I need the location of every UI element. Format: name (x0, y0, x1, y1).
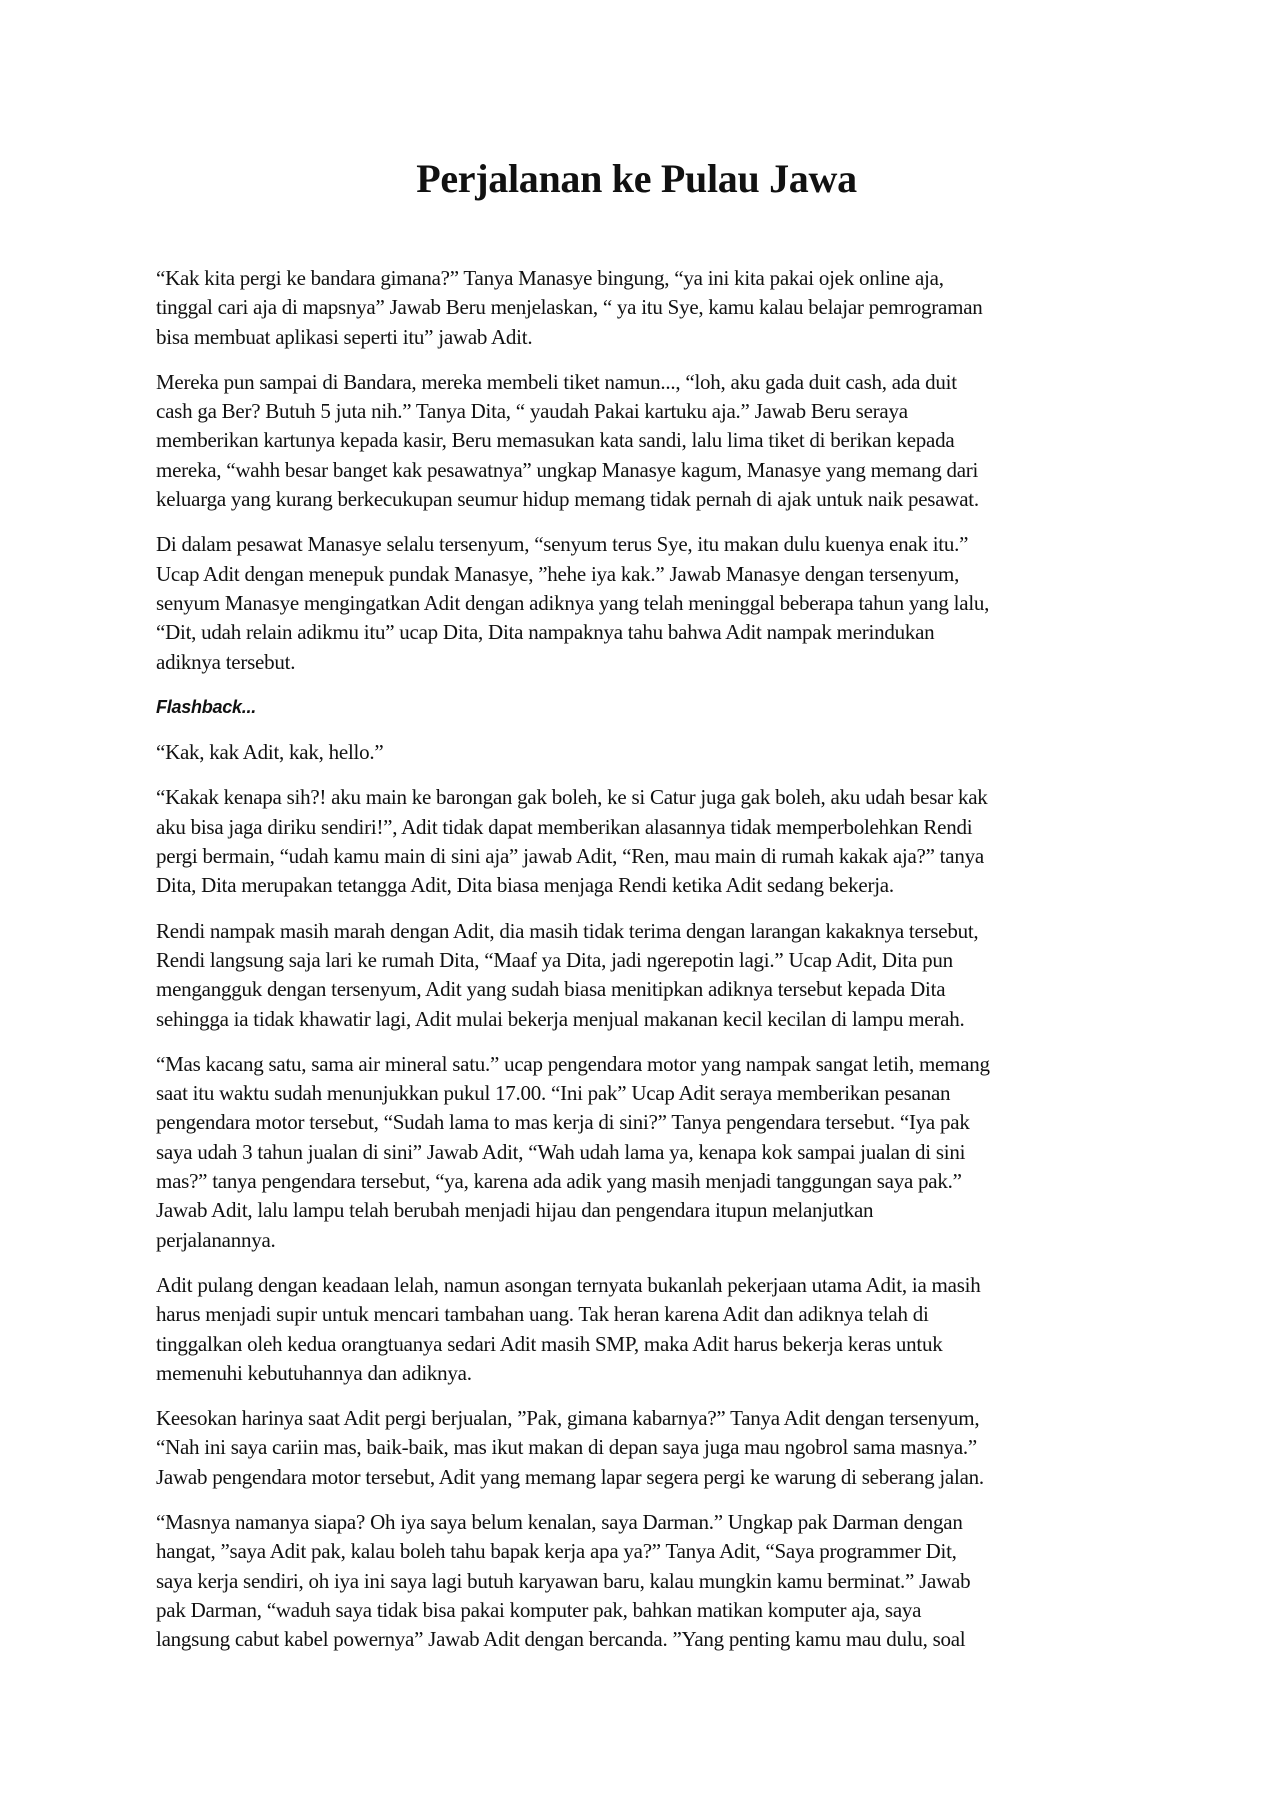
paragraph (156, 783, 1126, 900)
text-line: mereka, “wahh besar banget kak pesawatnya” ungkap Manasye kagum, Manasye yang memang dari (156, 457, 979, 482)
text-line: hangat, ”saya Adit pak, kalau boleh tahu bapak kerja apa ya?” Tanya Adit, “Saya programmer Dit, (156, 1539, 957, 1564)
text-line: pengendara motor tersebut, “Sudah lama to mas kerja di sini?” Tanya pengendara tersebut. “Iya pak (156, 1110, 970, 1135)
text-line: pergi bermain, “udah kamu main di sini aja” jawab Adit, “Ren, mau main di rumah kakak aja?” tanya (156, 844, 984, 869)
text-line: memenuhi kebutuhannya dan adiknya. (156, 1360, 472, 1385)
text-line: sehingga ia tidak khawatir lagi, Adit mulai bekerja menjual makanan kecil kecilan di lampu merah. (156, 1006, 965, 1031)
text-line: “Kak, kak Adit, kak, hello.” (156, 740, 384, 765)
text-line: Mereka pun sampai di Bandara, mereka membeli tiket namun..., “loh, aku gada duit cash, ada duit (156, 369, 957, 394)
text-line: Jawab Adit, lalu lampu telah berubah menjadi hijau dan pengendara itupun melanjutkan (156, 1198, 874, 1223)
text-line: “Kak kita pergi ke bandara gimana?” Tanya Manasye bingung, “ya ini kita pakai ojek online aja, (156, 266, 944, 290)
text-line: cash ga Ber? Butuh 5 juta nih.” Tanya Dita, “ yaudah Pakai kartuku aja.” Jawab Beru seraya (156, 399, 908, 424)
paragraph (156, 368, 1126, 514)
text-line: pak Darman, “waduh saya tidak bisa pakai komputer pak, bahkan matikan komputer aja, saya (156, 1597, 922, 1622)
text-line: “Masnya namanya siapa? Oh iya saya belum kenalan, saya Darman.” Ungkap pak Darman dengan (156, 1509, 963, 1534)
text-line: adiknya tersebut. (156, 649, 296, 674)
text-line: keluarga yang kurang berkecukupan seumur hidup memang tidak pernah di ajak untuk naik pesawat. (156, 487, 979, 512)
text-line: tinggalkan oleh kedua orangtuanya sedari Adit masih SMP, maka Adit harus bekerja keras untuk (156, 1331, 943, 1356)
section-heading (156, 693, 1126, 722)
text-line: “Kakak kenapa sih?! aku main ke barongan gak boleh, ke si Catur juga gak boleh, aku udah besar kak (156, 785, 988, 810)
text-line: Adit pulang dengan keadaan lelah, namun asongan ternyata bukanlah pekerjaan utama Adit, ia masih (156, 1272, 981, 1297)
text-line: saat itu waktu sudah menunjukkan pukul 17.00. “Ini pak” Ucap Adit seraya memberikan pesanan (156, 1081, 951, 1106)
text-line: memberikan kartunya kepada kasir, Beru memasukan kata sandi, lalu lima tiket di berikan kepada (156, 428, 955, 453)
text-line: mas?” tanya pengendara tersebut, “ya, karena ada adik yang masih menjadi tanggungan saya pak.” (156, 1169, 962, 1194)
paragraph (156, 1404, 1126, 1492)
text-line: aku bisa jaga diriku sendiri!”, Adit tidak dapat memberikan alasannya tidak memperbolehkan Rendi (156, 814, 973, 839)
text-line: langsung cabut kabel powernya” Jawab Adit dengan bercanda. ”Yang penting kamu mau dulu, soal (156, 1627, 966, 1652)
text-line: Rendi langsung saja lari ke rumah Dita, “Maaf ya Dita, jadi ngerepotin lagi.” Ucap Adit, Dita pun (156, 947, 953, 972)
text-line: Jawab pengendara motor tersebut, Adit yang memang lapar segera pergi ke warung di seberang jalan. (156, 1464, 984, 1489)
text-line: Rendi nampak masih marah dengan Adit, dia masih tidak terima dengan larangan kakaknya tersebut, (156, 918, 979, 943)
paragraph (156, 738, 1126, 767)
text-line: Di dalam pesawat Manasye selalu tersenyum, “senyum terus Sye, itu makan dulu kuenya enak itu.” (156, 532, 969, 557)
text-line: “Dit, udah relain adikmu itu” ucap Dita, Dita nampaknya tahu bahwa Adit nampak merindukan (156, 620, 935, 645)
text-line: Ucap Adit dengan menepuk pundak Manasye, ”hehe iya kak.” Jawab Manasye dengan tersenyum, (156, 561, 960, 586)
text-line: Keesokan harinya saat Adit pergi berjualan, ”Pak, gimana kabarnya?” Tanya Adit dengan tersenyum, (156, 1406, 980, 1431)
text-line: Flashback... (156, 696, 257, 717)
text-line: senyum Manasye mengingatkan Adit dengan adiknya yang telah meninggal beberapa tahun yang lalu, (156, 590, 990, 615)
text-line: tinggal cari aja di mapsnya” Jawab Beru menjelaskan, “ ya itu Sye, kamu kalau belajar pemrograman (156, 295, 983, 320)
paragraph (156, 917, 1126, 1034)
paragraph (156, 1050, 1126, 1255)
paragraph (156, 264, 1126, 352)
text-line: Dita, Dita merupakan tetangga Adit, Dita biasa menjaga Rendi ketika Adit sedang bekerja. (156, 873, 894, 898)
text-line: “Nah ini saya cariin mas, baik-baik, mas ikut makan di depan saya juga mau ngobrol sama masnya.” (156, 1435, 977, 1460)
paragraph (156, 1271, 1126, 1388)
paragraph (156, 1508, 1126, 1654)
paragraph (156, 530, 1126, 676)
text-line: bisa membuat aplikasi seperti itu” jawab Adit. (156, 324, 533, 349)
text-line: harus menjadi supir untuk mencari tambahan uang. Tak heran karena Adit dan adiknya telah di (156, 1302, 929, 1327)
document-title: Perjalanan ke Pulau Jawa (416, 156, 857, 201)
text-line: mengangguk dengan tersenyum, Adit yang sudah biasa menitipkan adiknya tersebut kepada Dita (156, 977, 946, 1002)
text-line: saya udah 3 tahun jualan di sini” Jawab Adit, “Wah udah lama ya, kenapa kok sampai jualan di sini (156, 1139, 966, 1164)
text-line: saya kerja sendiri, oh iya ini saya lagi butuh karyawan baru, kalau mungkin kamu berminat.” Jawab (156, 1568, 971, 1593)
text-line: “Mas kacang satu, sama air mineral satu.” ucap pengendara motor yang nampak sangat letih, memang (156, 1051, 990, 1076)
text-line: perjalanannya. (156, 1227, 276, 1252)
document-body (156, 264, 1126, 1670)
